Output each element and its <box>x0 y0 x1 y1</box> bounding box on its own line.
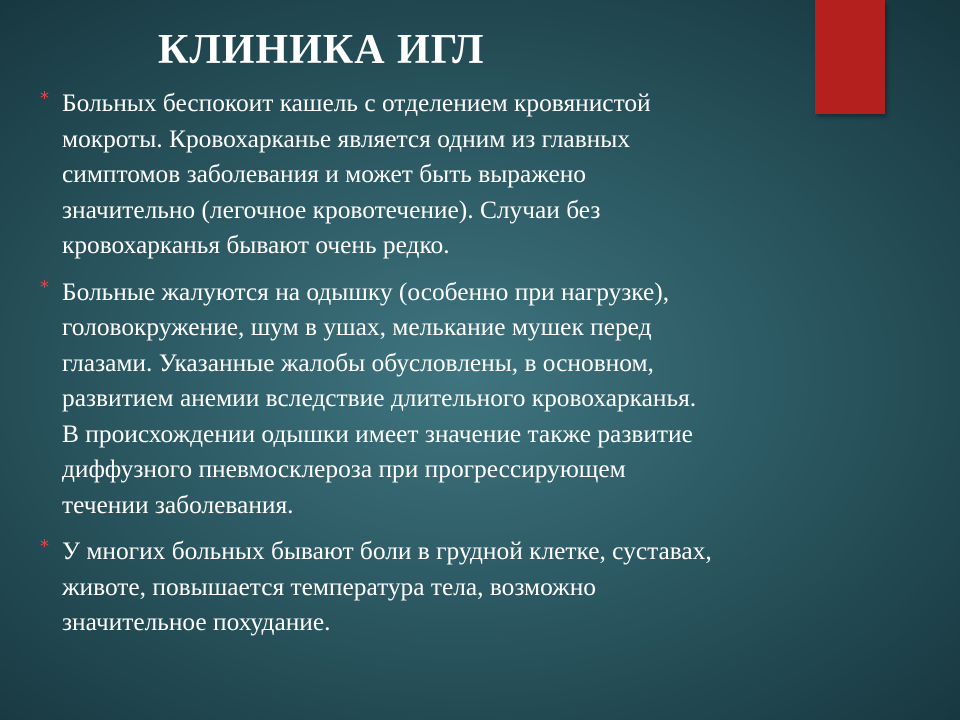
asterisk-bullet-icon: * <box>40 88 49 109</box>
asterisk-bullet-icon: * <box>40 536 49 557</box>
text-line: животе, повышается температура тела, возможно <box>62 572 596 601</box>
text-line: значительное похудание. <box>62 608 331 636</box>
text-line: головокружение, шум в ушах, мелькание мушек перед <box>62 313 652 341</box>
bullet-text <box>62 534 930 641</box>
text-line: Больные жалуются на одышку (особенно при нагрузке), <box>62 277 670 306</box>
text-line: кровохарканья бывают очень редко. <box>62 231 450 259</box>
text-line: В происхождении одышки имеет значение также развитие <box>62 419 693 448</box>
text-line: мокроты. Кровохарканье является одним из главных <box>62 124 631 153</box>
text-line: развитием анемии вследствие длительного кровохарканья. <box>62 384 697 412</box>
text-line: значительно (легочное кровотечение). Случаи без <box>62 195 601 224</box>
slide-title: КЛИНИКА ИГЛ <box>158 27 485 73</box>
asterisk-bullet-icon: * <box>40 276 49 298</box>
bullet-list <box>0 86 960 652</box>
text-line: диффузного пневмосклероза при прогрессирующем <box>62 455 626 483</box>
text-line: У многих больных бывают боли в грудной клетке, суставах, <box>62 537 712 565</box>
bullet-text <box>62 86 930 264</box>
text-line: течении заболевания. <box>62 490 294 519</box>
text-line: глазами. Указанные жалобы обусловлены, в основном, <box>62 348 654 377</box>
bullet-text <box>62 275 930 524</box>
bullet-item-1 <box>0 86 960 264</box>
bullet-item-3 <box>0 534 960 641</box>
text-line: симптомов заболевания и может быть выражено <box>62 160 586 188</box>
text-line: Больных беспокоит кашель с отделением кровянистой <box>62 89 651 117</box>
bullet-item-2 <box>0 275 960 524</box>
